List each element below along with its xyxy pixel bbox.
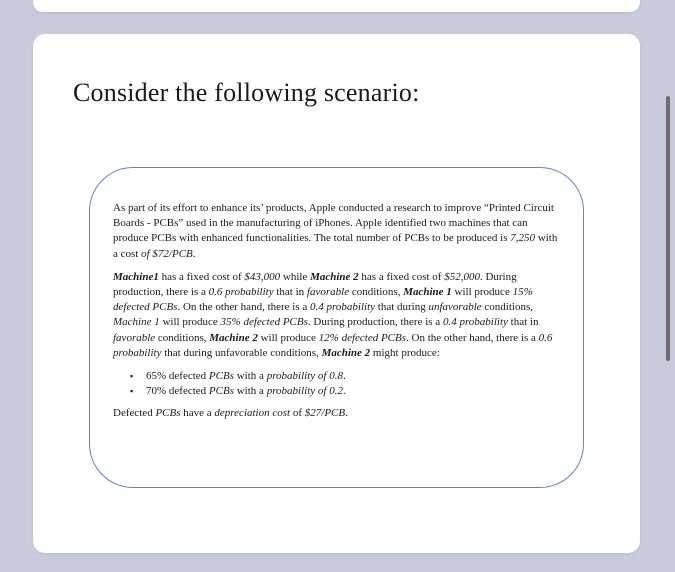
scrollbar-thumb[interactable] bbox=[666, 96, 670, 361]
outcome-list bbox=[113, 369, 559, 399]
bullet-icon: ▪ bbox=[130, 371, 134, 382]
bullet-icon: ▪ bbox=[130, 386, 134, 397]
scenario-paragraph-3: Defected PCBs have a depreciation cost of $27/PCB. bbox=[113, 407, 348, 420]
scenario-box bbox=[89, 167, 584, 488]
scenario-paragraph-1: As part of its effort to enhance its’ products, Apple conducted a research to improve “Printed Circuit Boards - PCBs” used in the manufacturing of iPhones. Apple identified two machines that can produce PCBs with enhanced functionalities. The total number of PCBs to be produced is 7,250 with a cost of $72/PCB. bbox=[113, 202, 558, 260]
previous-card bbox=[33, 0, 640, 12]
list-item: ▪ 70% defected PCBs with a probability of 0.2. bbox=[146, 384, 559, 399]
question-card bbox=[33, 34, 640, 553]
page-title: Consider the following scenario: bbox=[73, 78, 420, 107]
list-item: ▪ 65% defected PCBs with a probability of 0.8. bbox=[146, 369, 559, 384]
scenario-paragraph-2: Machine1 has a fixed cost of $43,000 while Machine 2 has a fixed cost of $52,000. During production, there is a 0.6 probability that in favorable conditions, Machine 1 will produce 15% defected PCBs. On the other hand, there is a 0.4 probability that during unfavorable conditions, Machine 1 will produce 35% defected PCBs. During production, there is a 0.4 probability that in favorable conditions, Machine 2 will produce 12% defected PCBs. On the other hand, there is a 0.6 probability that during unfavorable conditions, Machine 2 might produce: bbox=[113, 270, 553, 359]
